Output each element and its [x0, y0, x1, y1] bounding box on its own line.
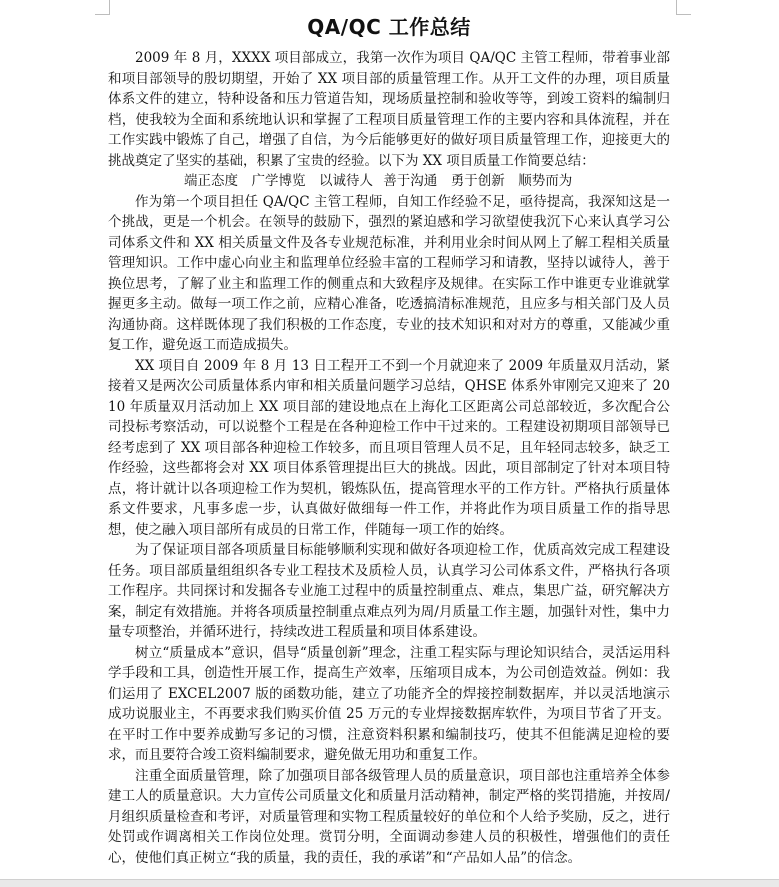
crop-mark-top-right: [676, 0, 691, 15]
paragraph-quality-goals: 为了保证项目部各项质量目标能够顺利实现和做好各项迎检工作，优质高效完成工程建设任务。项目部质量组组织各专业工程技术及质检人员，认真学习公司体系文件，严格执行各项工作程序。共同探讨和发掘各专业施工过程中的质量控制重点、难点，集思广益，研究解决方案，制定有效措施。并将各项质量控制重点难点列为周/月质量工作主题，加强针对性，集中力量专项整治，并循环进行，持续改进工程质量和项目体系建设。: [108, 542, 670, 640]
paragraph-intro: 2009 年 8 月，XXXX 项目部成立，我第一次作为项目 QA/QC 主管工程师，带着事业部和项目部领导的殷切期望，开始了 XX 项目部的质量管理工作。从开工文件的办理，项目质量体系文件的建立，特种设备和压力管道告知，现场质量控制和验收等等，到竣工资料的编制归档，使我较为全面和系统地认识和掌握了工程项目质量管理工作的主要内容和具体流程，并在工作实践中锻炼了自己，增强了自信，为今后能够更好的做好项目质量管理工作，迎接更大的挑战奠定了坚实的基础，积累了宝贵的经验。以下为 XX 项目质量工作简要总结：: [108, 50, 670, 169]
paragraph-inspections: XX 项目自 2009 年 8 月 13 日工程开工不到一个月就迎来了 2009 年质量双月活动，紧接着又是两次公司质量体系内审和相关质量问题学习总结，QHSE 体系外审刚完又迎来了 2010 年质量双月活动加上 XX 项目部的建设地点在上海化工区距离公司总部较近，多次配合公司投标考察活动，可以说整个工程是在各种迎检工作中干过来的。工程建设初期项目部领导已经考虑到了 XX 项目部各种迎检工作较多，而且项目管理人员不足，且年轻同志较多，缺乏工作经验，这些都将会对 XX 项目体系管理提出巨大的挑战。因此，项目部制定了针对本项目特点，将计就计以各项迎检工作为契机，锻炼队伍，提高管理水平的工作方针。严格执行质量体系文件要求，凡事多虑一步，认真做好做细每一件工作，并将此作为项目质量工作的指导思想，使之融入项目部所有成员的日常工作，伴随每一项工作的始终。: [108, 357, 670, 538]
document-page[interactable]: [108, 10, 670, 868]
paragraph-total-quality: 注重全面质量管理，除了加强项目部各级管理人员的质量意识，项目部也注重培养全体参建工人的质量意识。大力宣传公司质量文化和质量月活动精神，制定严格的奖罚措施，并按周/月组织质量检查和考评，对质量管理和实物工程质量较好的单位和个人给予奖励，反之，进行处罚或作调离相关工作岗位处理。赏罚分明，全面调动参建人员的积极性，增强他们的责任心，使他们真正树立“我的质量，我的责任，我的承诺”和“产品如人品”的信念。: [108, 767, 670, 866]
document-title: QA/QC 工作总结: [307, 15, 471, 39]
paragraph-learning: 作为第一个项目担任 QA/QC 主管工程师，自知工作经验不足，亟待提高，我深知这是一个挑战，更是一个机会。在领导的鼓励下，强烈的紧迫感和学习欲望使我沉下心来认真学习公司体系文件和 XX 相关质量文件及各专业规范标准，并利用业余时间从网上了解工程相关质量管理知识。工作中虚心向业主和监理单位经验丰富的工程师学习和请教，坚持以诚待人，善于换位思考，了解了业主和监理工作的侧重点和大致程序及规律。在实际工作中谁更专业谁就掌握更多主动。做每一项工作之前，应精心准备，吃透搞清标准规范，且应多与相关部门及人员沟通协商。这样既体现了我们积极的工作态度，专业的技术知识和对对方的尊重，又能减少重复工作，避免返工而造成损失。: [108, 193, 670, 353]
motto-line: 端正态度 广学博览 以诚待人 善于沟通 勇于创新 顺势而为: [184, 173, 573, 189]
status-bar: [0, 879, 779, 887]
paragraph-quality-cost: 树立“质量成本”意识，倡导“质量创新”理念，注重工程实际与理论知识结合，灵活运用科学手段和工具，创造性开展工作，提高生产效率，压缩项目成本，为公司创造效益。例如：我们运用了 EXCEL2007 版的函数功能，建立了功能齐全的焊接控制数据库，并以灵活地演示成功说服业主，不再要求我们购买价值 25 万元的专业焊接数据库软件，为项目节省了开支。在平时工作中要养成勤写多记的习惯，注意资料积累和编制技巧，使其不但能满足迎检的要求，而且要符合竣工资料编制要求，避免做无用功和重复工作。: [108, 644, 670, 763]
